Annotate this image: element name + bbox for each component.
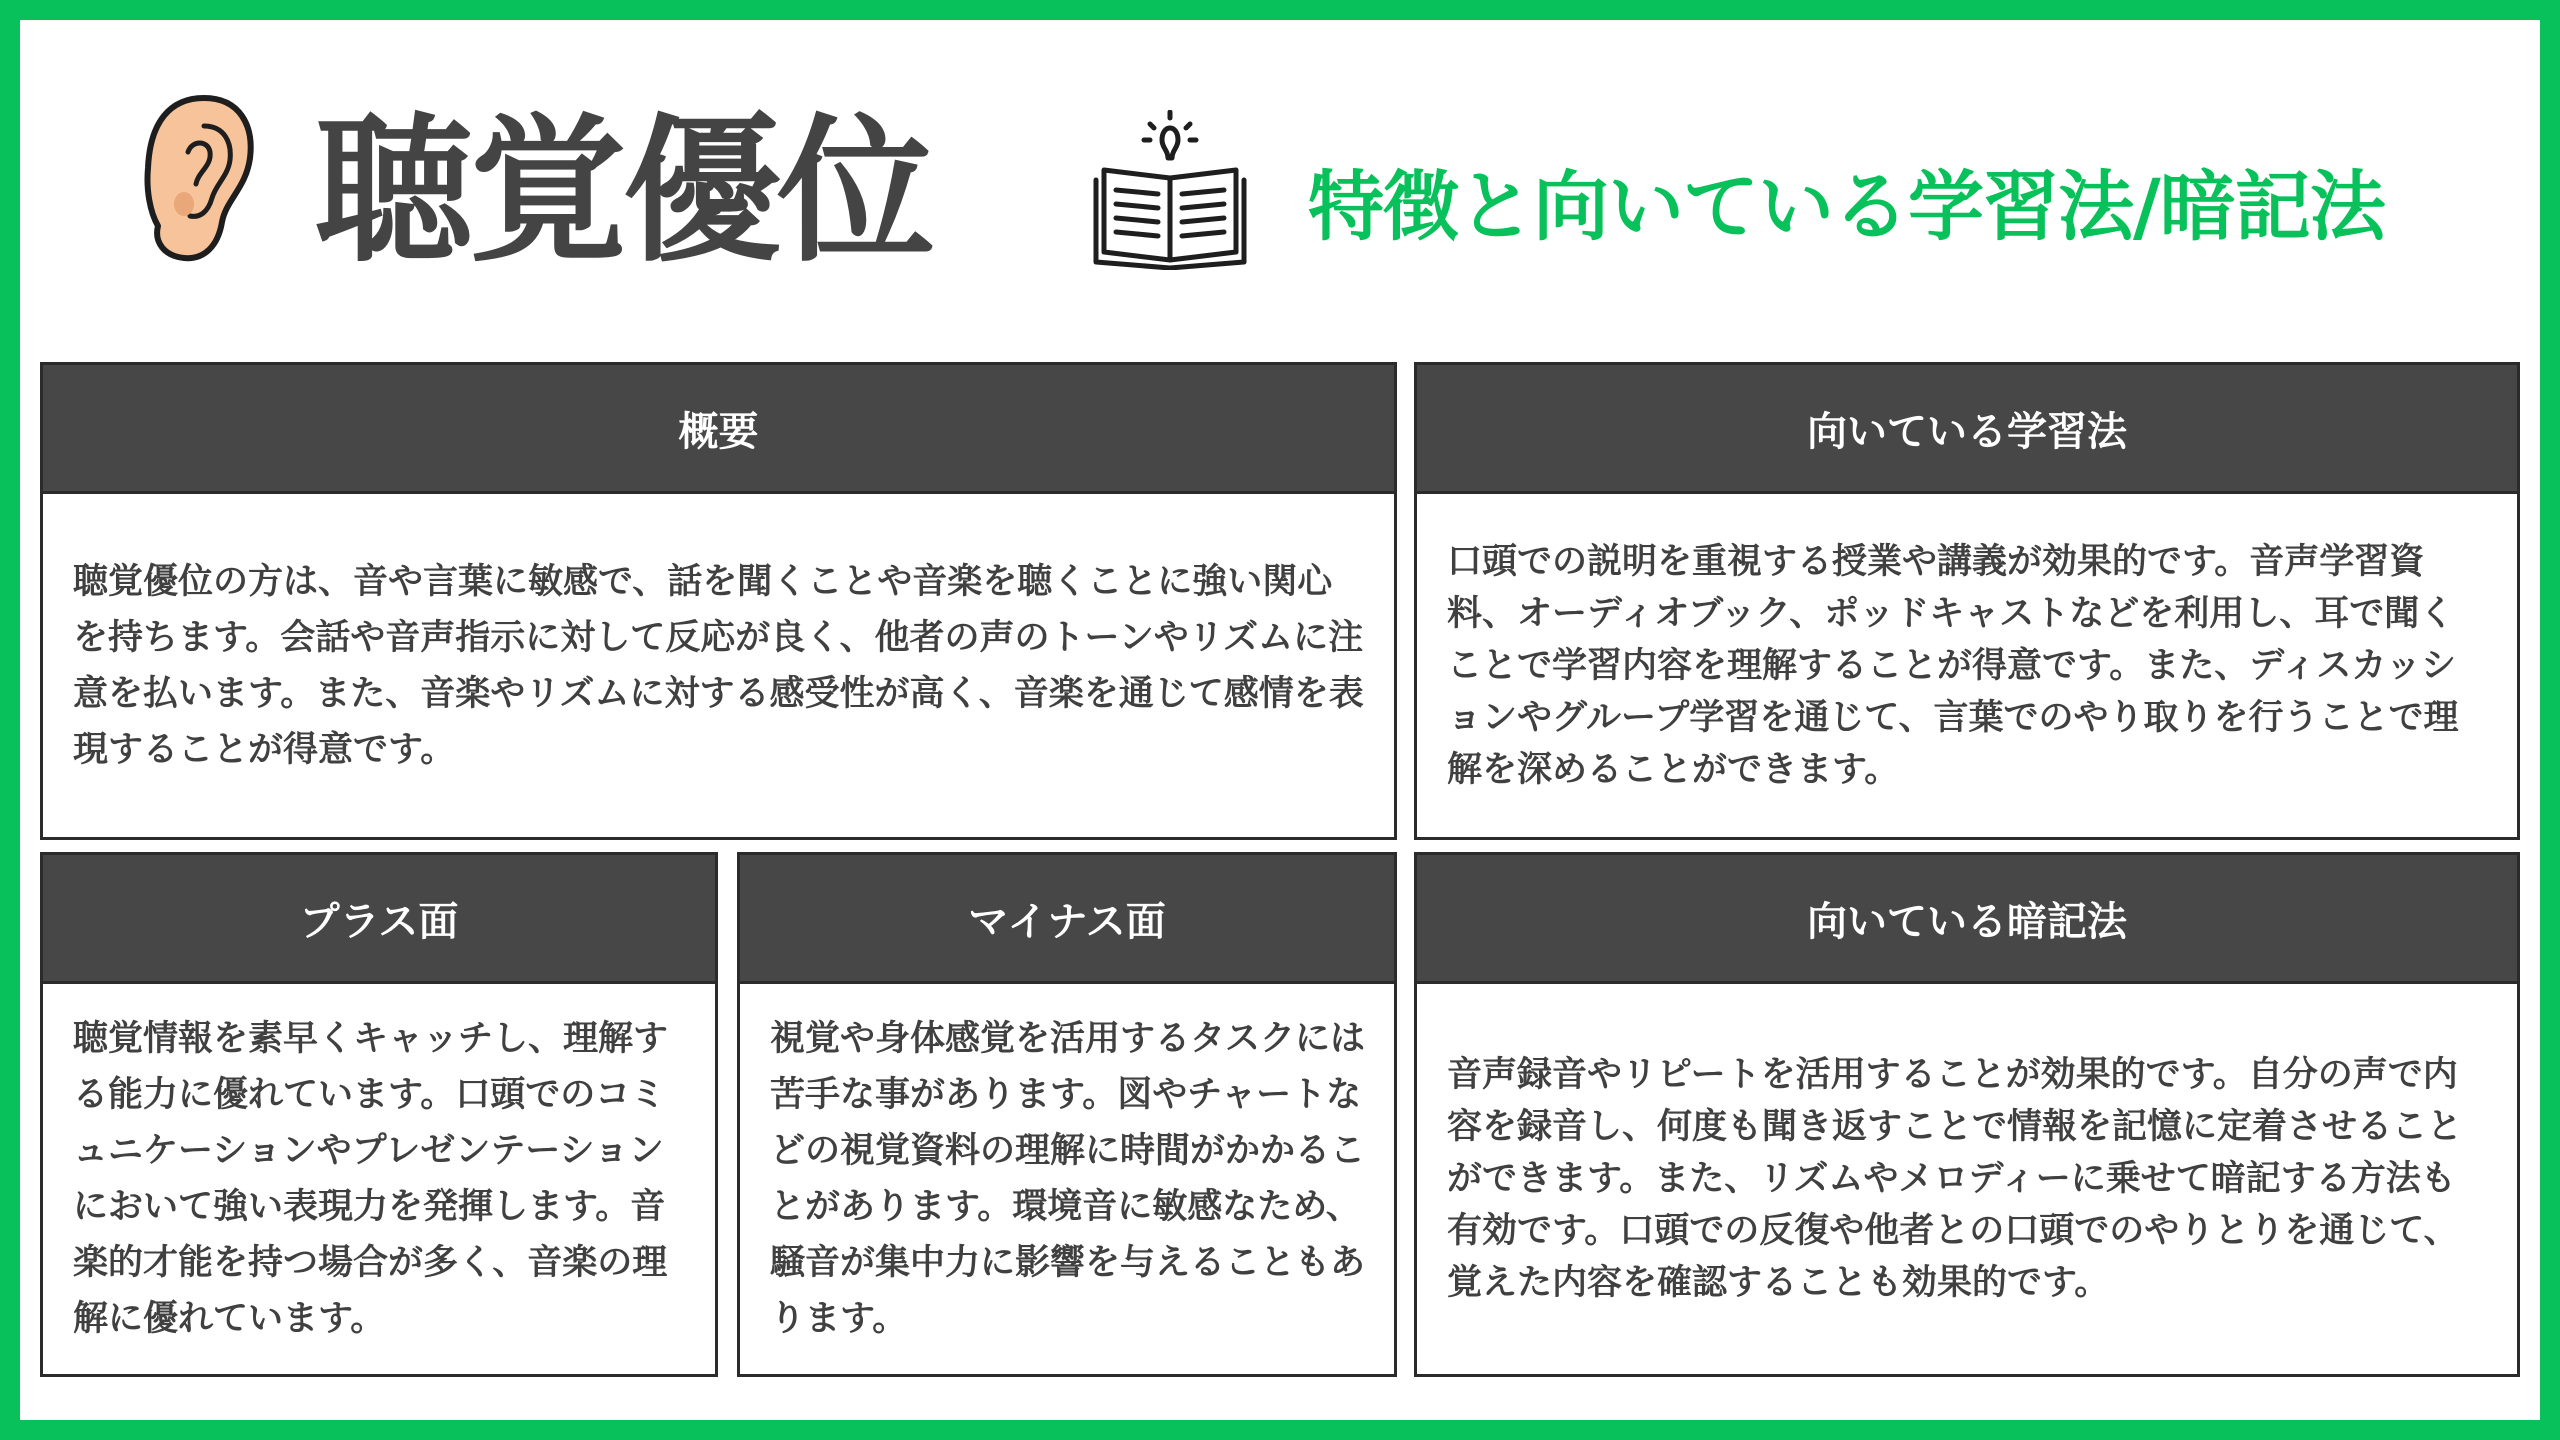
plus-side-heading: プラス面 (43, 855, 715, 984)
subtitle: 特徴と向いている学習法/暗記法 (1308, 162, 2385, 251)
minus-side-panel (737, 852, 1397, 1377)
memorization-method-panel (1414, 852, 2520, 1377)
minus-side-heading: マイナス面 (740, 855, 1394, 984)
overview-panel (40, 362, 1397, 840)
learning-method-panel (1414, 362, 2520, 840)
memorization-method-heading: 向いている暗記法 (1417, 855, 2517, 984)
minus-side-body-container (740, 984, 1394, 1374)
memorization-method-body-container (1417, 984, 2517, 1374)
overview-text: 聴覚優位の方は、音や言葉に敏感で、話を聞くことや音楽を聴くことに強い関心を持ちます。会話や音声指示に対して反応が良く、他者の声のトーンやリズムに注意を払います。また、音楽やリズムに対する感受性が高く、音楽を通じて感情を表現することが得意です。 (73, 561, 1364, 770)
plus-side-body-container (43, 984, 715, 1374)
open-book-lightbulb-icon (1092, 110, 1248, 270)
minus-side-text: 視覚や身体感覚を活用するタスクには苦手な事があります。図やチャートなどの視覚資料の理解に時間がかかることがあります。環境音に敏感なため、騒音が集中力に影響を与えることもあります。 (770, 1019, 1366, 1339)
main-title: 聴覚優位 (315, 100, 931, 284)
plus-side-panel (40, 852, 718, 1377)
memorization-method-text: 音声録音やリピートを活用することが効果的です。自分の声で内容を録音し、何度も聞き返すことで情報を記憶に定着させることができます。また、リズムやメロディーに乗せて暗記する方法も有効です。口頭での反復や他者との口頭でのやりとりを通じて、覚えた内容を確認することも効果的です。 (1447, 1055, 2463, 1303)
overview-heading: 概要 (43, 365, 1394, 494)
overview-body-container (43, 494, 1394, 837)
learning-method-body-container (1417, 494, 2517, 837)
plus-side-text: 聴覚情報を素早くキャッチし、理解する能力に優れています。口頭でのコミュニケーションやプレゼンテーションにおいて強い表現力を発揮します。音楽的才能を持つ場合が多く、音楽の理解に優れています。 (73, 1019, 669, 1339)
learning-method-text: 口頭での説明を重視する授業や講義が効果的です。音声学習資料、オーディオブック、ポッドキャストなどを利用し、耳で聞くことで学習内容を理解することが得意です。また、ディスカッションやグループ学習を通じて、言葉でのやり取りを行うことで理解を深めることができます。 (1447, 541, 2459, 790)
learning-method-heading: 向いている学習法 (1417, 365, 2517, 494)
ear-icon (140, 92, 258, 268)
